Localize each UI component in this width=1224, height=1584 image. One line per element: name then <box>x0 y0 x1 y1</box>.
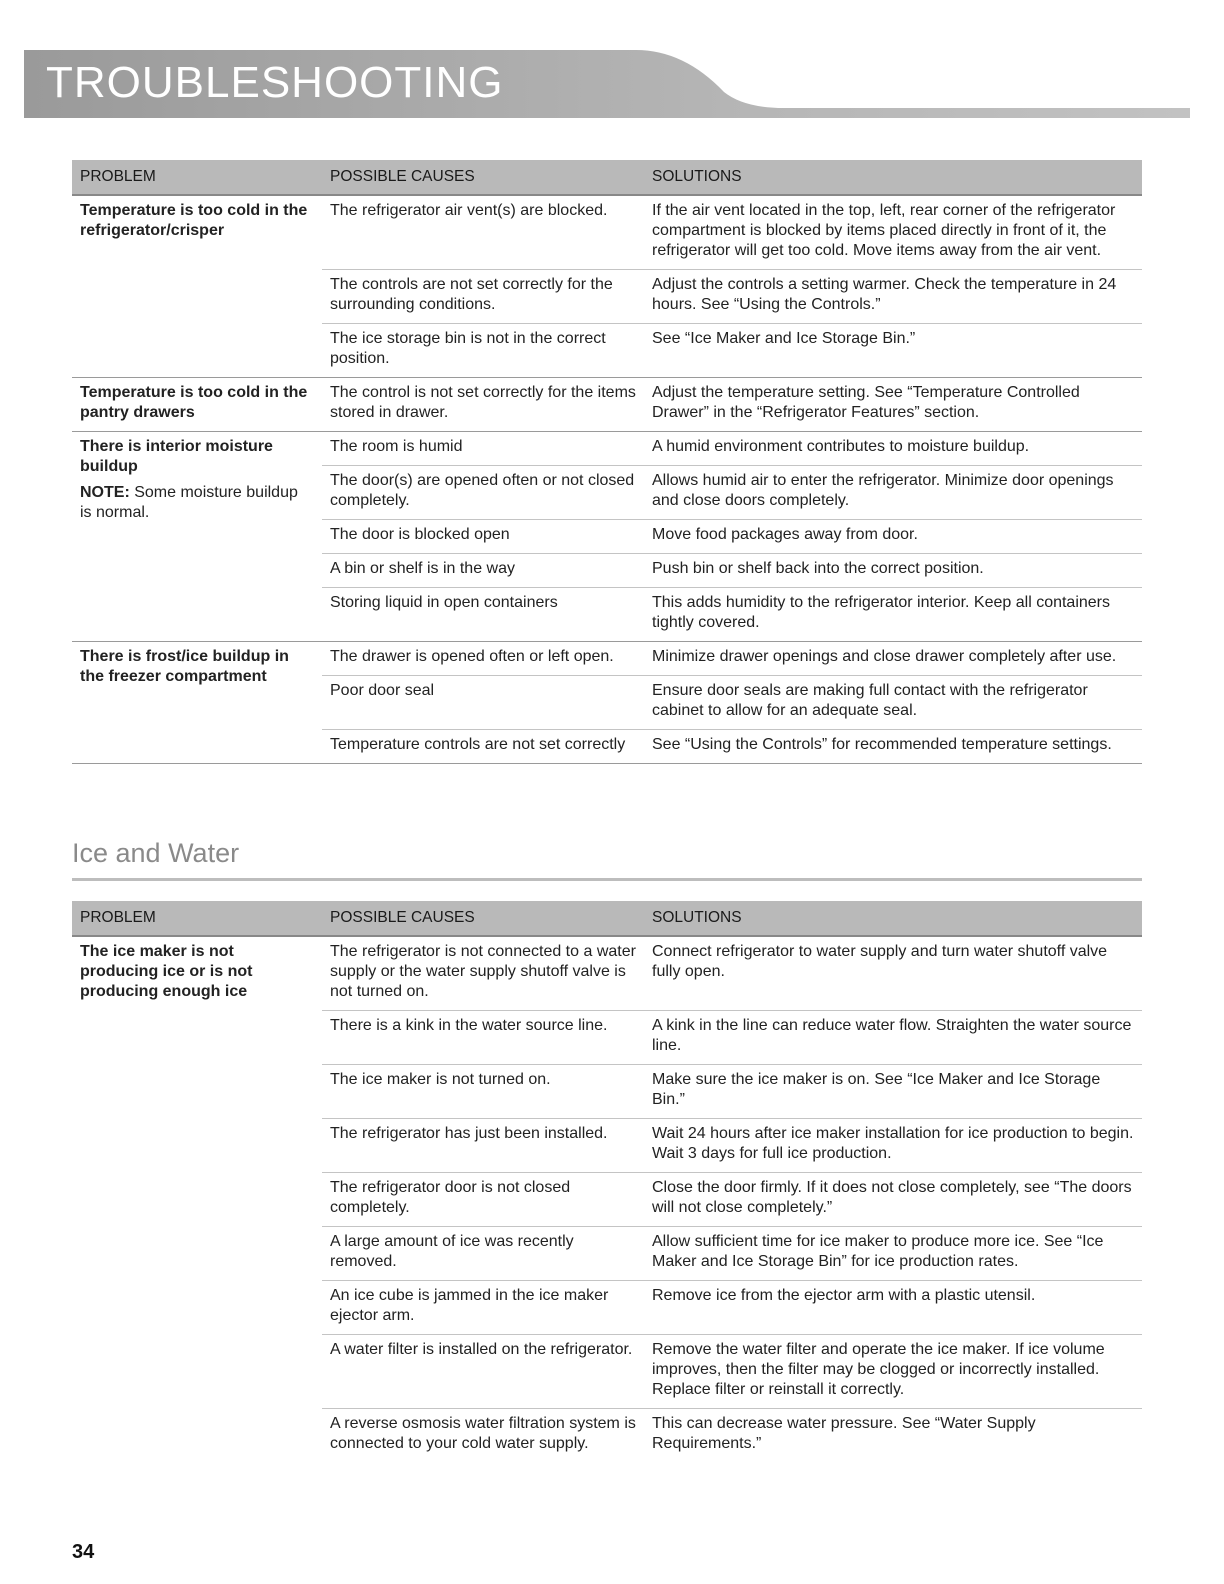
table-row <box>72 936 1142 1011</box>
solution-cell: Ensure door seals are making full contact with the refrigerator cabinet to allow for an adequate seal. <box>644 676 1142 730</box>
cause-cell: Temperature controls are not set correctly <box>322 730 644 764</box>
column-header-solutions: SOLUTIONS <box>644 901 1142 936</box>
table-row <box>72 378 1142 432</box>
header-banner <box>24 50 1190 118</box>
solution-cell: Adjust the temperature setting. See “Temperature Controlled Drawer” in the “Refrigerator Features” section. <box>644 378 1142 432</box>
cause-cell: A water filter is installed on the refrigerator. <box>322 1335 644 1409</box>
ice-water-table <box>72 901 1142 1462</box>
solution-cell: Make sure the ice maker is on. See “Ice Maker and Ice Storage Bin.” <box>644 1065 1142 1119</box>
cause-cell: The room is humid <box>322 432 644 466</box>
solution-cell: See “Ice Maker and Ice Storage Bin.” <box>644 324 1142 378</box>
solution-cell: Wait 24 hours after ice maker installation for ice production to begin. Wait 3 days for full ice production. <box>644 1119 1142 1173</box>
table-header-row <box>72 160 1142 195</box>
section-heading: Ice and Water <box>72 838 240 868</box>
cause-cell: The refrigerator air vent(s) are blocked. <box>322 195 644 270</box>
column-header-problem: PROBLEM <box>72 901 322 936</box>
cause-cell: Poor door seal <box>322 676 644 730</box>
cause-cell: The door is blocked open <box>322 520 644 554</box>
cause-cell: The refrigerator is not connected to a water supply or the water supply shutoff valve is not turned on. <box>322 936 644 1011</box>
cause-cell: The door(s) are opened often or not closed completely. <box>322 466 644 520</box>
problem-cell: There is frost/ice buildup in the freezer compartment <box>72 642 322 764</box>
solution-cell: Remove ice from the ejector arm with a plastic utensil. <box>644 1281 1142 1335</box>
cause-cell: Storing liquid in open containers <box>322 588 644 642</box>
cause-cell: The control is not set correctly for the items stored in drawer. <box>322 378 644 432</box>
column-header-causes: POSSIBLE CAUSES <box>322 901 644 936</box>
solution-cell: If the air vent located in the top, left, rear corner of the refrigerator compartment is blocked by items placed directly in front of it, the refrigerator will get too cold. Move items away from the air vent. <box>644 195 1142 270</box>
column-header-problem: PROBLEM <box>72 160 322 195</box>
cause-cell: A bin or shelf is in the way <box>322 554 644 588</box>
table-row <box>72 195 1142 270</box>
solution-cell: This can decrease water pressure. See “Water Supply Requirements.” <box>652 1415 1036 1452</box>
solution-cell: Allows humid air to enter the refrigerator. Minimize door openings and close doors completely. <box>644 466 1142 520</box>
note-label: NOTE: <box>80 484 130 501</box>
problem-cell: Temperature is too cold in the pantry drawers <box>72 378 322 432</box>
problem-text: There is interior moisture buildup <box>80 438 273 475</box>
solution-cell: Push bin or shelf back into the correct position. <box>644 554 1142 588</box>
solution-cell: Remove the water filter and operate the ice maker. If ice volume improves, then the filter may be clogged or incorrectly installed. Replace filter or reinstall it correctly. <box>644 1335 1142 1409</box>
cause-cell: The drawer is opened often or left open. <box>322 642 644 676</box>
cause-cell: The refrigerator door is not closed completely. <box>322 1173 644 1227</box>
problem-cell <box>72 432 322 642</box>
solution-cell: Close the door firmly. If it does not close completely, see “The doors will not close completely.” <box>644 1173 1142 1227</box>
cause-cell: The ice storage bin is not in the correct position. <box>322 324 644 378</box>
troubleshooting-table <box>72 160 1142 764</box>
solution-cell: This adds humidity to the refrigerator interior. Keep all containers tightly covered. <box>644 588 1142 642</box>
cause-cell: An ice cube is jammed in the ice maker ejector arm. <box>322 1281 644 1335</box>
column-header-solutions: SOLUTIONS <box>644 160 1142 195</box>
column-header-causes: POSSIBLE CAUSES <box>322 160 644 195</box>
cause-cell: There is a kink in the water source line. <box>322 1011 644 1065</box>
problem-note <box>80 483 308 523</box>
solution-cell: Connect refrigerator to water supply and turn water shutoff valve fully open. <box>644 936 1142 1011</box>
page-number: 34 <box>72 1541 95 1563</box>
cause-cell: A large amount of ice was recently removed. <box>322 1227 644 1281</box>
cause-cell: The controls are not set correctly for the surrounding conditions. <box>322 270 644 324</box>
note-text: Some moisture buildup is normal. <box>80 484 298 521</box>
table-row <box>72 642 1142 676</box>
problem-cell: Temperature is too cold in the refrigerator/crisper <box>72 195 322 378</box>
solution-cell: See “Using the Controls” for recommended temperature settings. <box>644 730 1142 764</box>
solution-cell: Move food packages away from door. <box>644 520 1142 554</box>
section-divider <box>72 878 1142 881</box>
table-row <box>72 432 1142 466</box>
solution-cell: Minimize drawer openings and close drawer completely after use. <box>644 642 1142 676</box>
problem-cell: The ice maker is not producing ice or is not producing enough ice <box>80 943 253 1000</box>
cause-cell: A reverse osmosis water filtration system is connected to your cold water supply. <box>330 1415 636 1452</box>
solution-cell: A humid environment contributes to moisture buildup. <box>644 432 1142 466</box>
solution-cell: Adjust the controls a setting warmer. Check the temperature in 24 hours. See “Using the Controls.” <box>644 270 1142 324</box>
solution-cell: A kink in the line can reduce water flow. Straighten the water source line. <box>644 1011 1142 1065</box>
cause-cell: The ice maker is not turned on. <box>322 1065 644 1119</box>
cause-cell: The refrigerator has just been installed. <box>322 1119 644 1173</box>
table-header-row <box>72 901 1142 936</box>
page-title: TROUBLESHOOTING <box>46 58 504 107</box>
solution-cell: Allow sufficient time for ice maker to produce more ice. See “Ice Maker and Ice Storage Bin” for ice production rates. <box>644 1227 1142 1281</box>
